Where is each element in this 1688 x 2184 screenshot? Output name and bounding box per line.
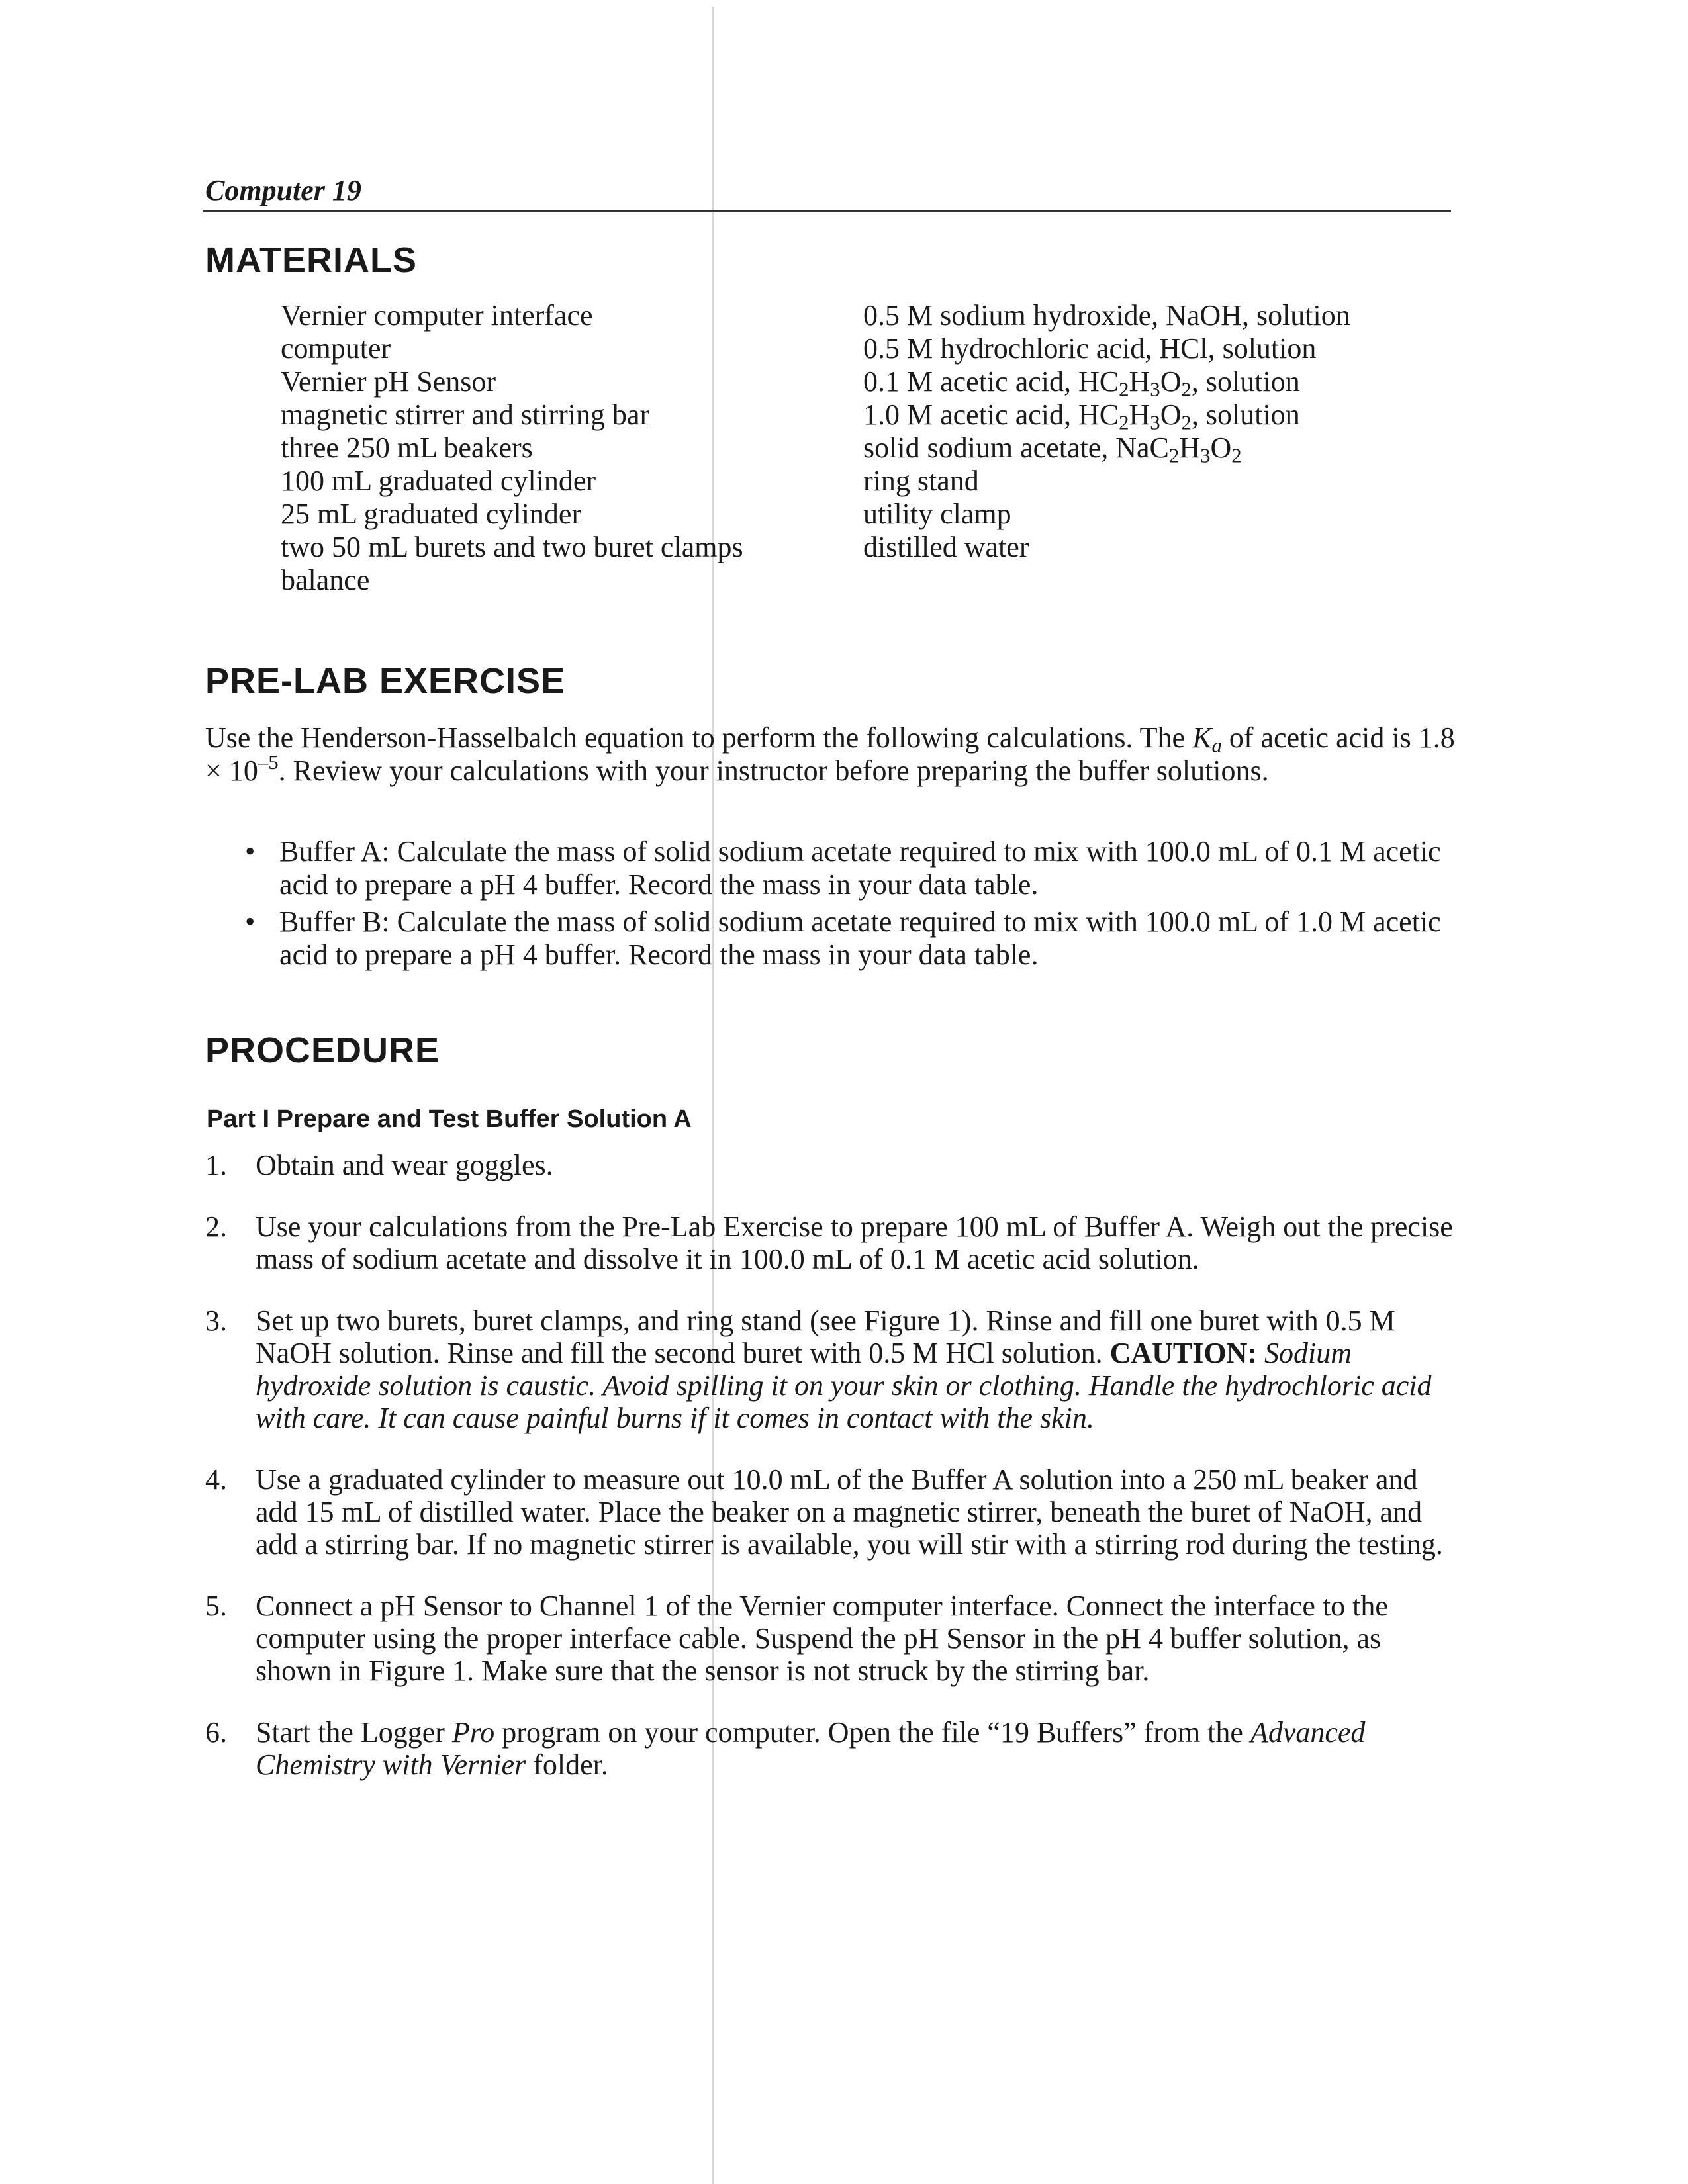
material-item: 0.5 M hydrochloric acid, HCl, solution: [863, 332, 1317, 365]
step-text: Connect a pH Sensor to Channel 1 of the Vernier computer interface. Connect the interface to the computer using the proper interface cable. Suspend the pH Sensor in the pH 4 buffer solution, as shown in Figure 1. Make sure that the sensor is not struck by the stirring bar.: [256, 1590, 1388, 1687]
materials-heading: MATERIALS: [205, 240, 417, 280]
step-text-italic: Pro: [451, 1716, 495, 1749]
step-number: 1 .: [205, 1149, 227, 1181]
bullet-item: • Buffer A: Calculate the mass of solid sodium acetate required to mix with 100.0 mL of 0.1 M acetic acid to prepare a pH 4 buffer. Record the mass in your data table.: [238, 835, 1463, 901]
material-item: distilled water: [863, 531, 1029, 563]
step-item: [205, 1463, 1463, 1561]
part-heading: Part I Prepare and Test Buffer Solution A: [207, 1105, 692, 1133]
material-item: ring stand: [863, 465, 979, 497]
step-text: Use a graduated cylinder to measure out 10.0 mL of the Buffer A solution into a 250 mL beaker and add 15 mL of distilled water. Place the beaker on a magnetic stirrer, beneath the buret of NaOH, and add a stirring bar. If no magnetic stirrer is available, you will stir with a stirring rod during the testing.: [256, 1463, 1443, 1561]
step-item: [205, 1149, 1463, 1181]
material-item: balance: [281, 564, 370, 596]
caution-text: Sodium hydroxide solution is caustic. Avoid spilling it on your skin or clothing. Handle the hydrochloric acid with care. It can cause painful burns if it comes in contact with the skin.: [256, 1337, 1432, 1434]
step-item: [205, 1716, 1463, 1781]
material-item: 25 mL graduated cylinder: [281, 498, 582, 530]
step-number: 5 .: [205, 1590, 227, 1622]
step-text: Set up two burets, buret clamps, and ring stand (see Figure 1). Rinse and fill one buret with 0.5 M NaOH solution. Rinse and fill the second buret with 0.5 M HCl solution.: [256, 1304, 1395, 1369]
step-text: program on your computer. Open the file “19 Buffers” from the: [494, 1716, 1250, 1749]
exponent: –5: [258, 751, 279, 774]
material-item: utility clamp: [863, 498, 1011, 530]
step-text: Use your calculations from the Pre-Lab Exercise to prepare 100 mL of Buffer A. Weigh out the precise mass of sodium acetate and dissolve it in 100.0 mL of 0.1 M acetic acid solution.: [256, 1210, 1453, 1275]
step-item: [205, 1304, 1463, 1434]
step-item: [205, 1590, 1463, 1687]
bullet-item: • Buffer B: Calculate the mass of solid sodium acetate required to mix with 100.0 mL of 1.0 M acetic acid to prepare a pH 4 buffer. Record the mass in your data table.: [238, 905, 1463, 972]
materials-right-list: [863, 299, 1350, 564]
prelab-intro: [205, 721, 1463, 788]
material-item: 0.5 M sodium hydroxide, NaOH, solution: [863, 299, 1350, 332]
step-text-italic: Advanced Chemistry with Vernier: [256, 1716, 1366, 1781]
step-number: 3 .: [205, 1304, 227, 1337]
step-number: 2 .: [205, 1210, 227, 1243]
step-text: Start the Logger: [256, 1716, 452, 1749]
material-item: two 50 mL burets and two buret clamps: [281, 531, 743, 563]
caution-label: CAUTION:: [1109, 1337, 1258, 1369]
ka-symbol: $K_a$: [1192, 721, 1222, 757]
material-item: 100 mL graduated cylinder: [281, 465, 596, 497]
prelab-bullets: [238, 835, 1463, 976]
step-number: 4 .: [205, 1463, 227, 1496]
header-rule: [203, 210, 1451, 212]
procedure-steps: [205, 1149, 1463, 1810]
step-item: [205, 1210, 1463, 1275]
procedure-heading: PROCEDURE: [205, 1030, 440, 1070]
material-item: Vernier computer interface: [281, 299, 593, 332]
material-item: solid sodium acetate, $NaC_2H_3O_2$: [863, 432, 1242, 467]
intro-text: . Review your calculations with your instructor before preparing the buffer solutions.: [278, 754, 1269, 787]
step-text: folder.: [526, 1749, 608, 1781]
material-item: computer: [281, 332, 391, 365]
prelab-heading: PRE-LAB EXERCISE: [205, 661, 566, 701]
material-item: 1.0 M acetic acid, $HC_2H_3O_2$, solution: [863, 398, 1300, 434]
materials-left-list: [281, 299, 743, 597]
running-head: Computer 19: [205, 174, 361, 206]
material-item: 0.1 M acetic acid, $HC_2H_3O_2$, solution: [863, 365, 1300, 401]
intro-text: of acetic acid is 1.8 × 10: [205, 721, 1455, 787]
step-text: Obtain and wear goggles.: [256, 1149, 553, 1181]
material-item: three 250 mL beakers: [281, 432, 533, 464]
intro-text: Use the Henderson-Hasselbalch equation to perform the following calculations. The: [205, 721, 1193, 754]
material-item: magnetic stirrer and stirring bar: [281, 398, 650, 431]
step-number: 6 .: [205, 1716, 227, 1749]
material-item: Vernier pH Sensor: [281, 365, 496, 398]
